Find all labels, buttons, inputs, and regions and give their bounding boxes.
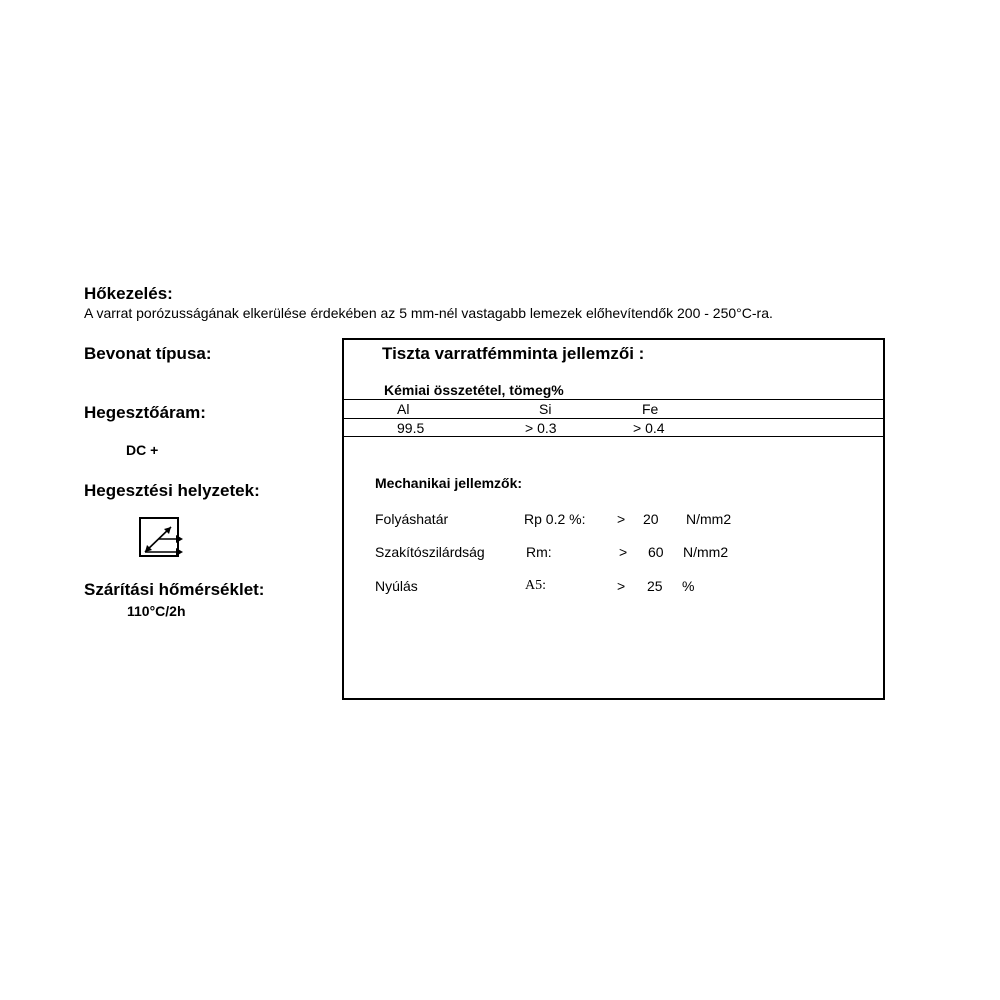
heat-treatment-text: A varrat porózusságának elkerülése érdekében az 5 mm-nél vastagabb lemezek előhevítendők 200 - 250°C-ra. [84,305,773,321]
chemical-value-si: > 0.3 [525,420,557,436]
chemical-divider-bottom [342,436,885,437]
mech-row-unit: N/mm2 [683,544,729,560]
weld-metal-title: Tiszta varratfémminta jellemzői : [382,344,645,363]
mech-row-name: Folyáshatár [375,511,449,527]
chemical-value-al: 99.5 [397,420,425,436]
chemical-value-fe: > 0.4 [633,420,665,436]
mech-row-value: 60 [648,544,664,560]
chemical-header-fe: Fe [642,401,659,417]
mechanical-title: Mechanikai jellemzők: [375,475,523,491]
mech-row-unit: % [682,578,695,594]
chemical-header-al: Al [397,401,410,417]
welding-current-value: DC + [126,442,159,458]
mech-row-symbol: Rp 0.2 %: [524,511,586,527]
mech-row-op: > [617,511,626,527]
mech-row-value: 25 [647,578,663,594]
mech-row-name: Nyúlás [375,578,418,594]
drying-temperature-label: Szárítási hőmérséklet: [84,580,265,599]
mech-row-symbol: A5: [525,578,546,593]
chemical-title: Kémiai összetétel, tömeg% [384,382,564,398]
drying-temperature-value: 110°C/2h [127,603,186,619]
mech-row-value: 20 [643,511,659,527]
welding-current-label: Hegesztőáram: [84,403,206,422]
mech-row-name: Szakítószilárdság [375,544,485,560]
mech-row-op: > [619,544,628,560]
mech-row-op: > [617,578,626,594]
heat-treatment-title: Hőkezelés: [84,284,173,303]
coating-type-label: Bevonat típusa: [84,344,212,363]
chemical-divider-top [342,399,885,400]
welding-position-icon [137,515,185,561]
mech-row-symbol: Rm: [526,544,552,560]
mech-row-unit: N/mm2 [686,511,732,527]
chemical-header-si: Si [539,401,552,417]
welding-positions-label: Hegesztési helyzetek: [84,481,260,500]
chemical-divider-mid [342,418,885,419]
